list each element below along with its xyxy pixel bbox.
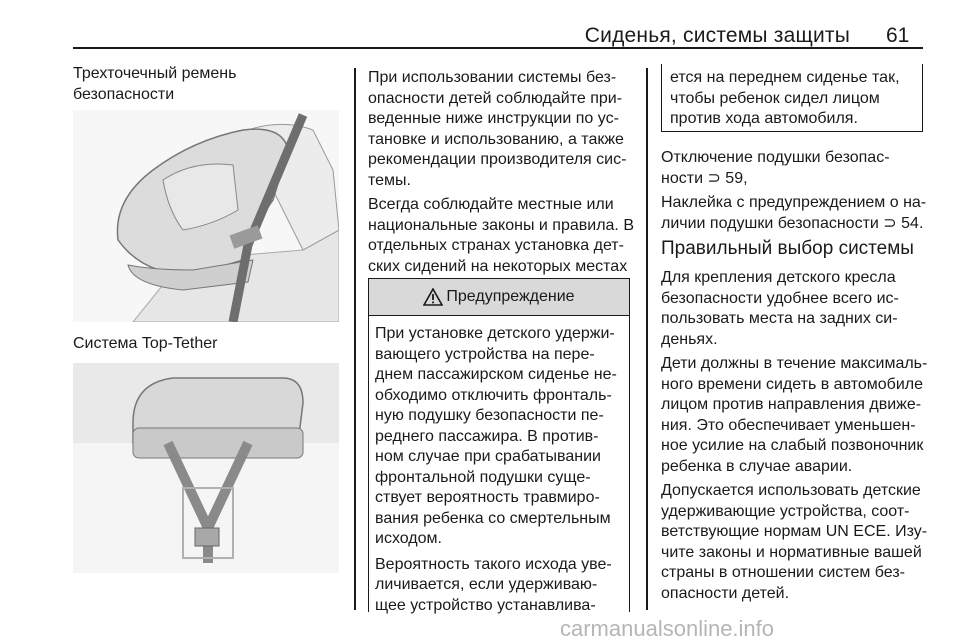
- section-heading: Правильный выбор системы: [661, 238, 914, 259]
- paragraph-airbag-label: [661, 193, 931, 234]
- warning-box: [368, 278, 630, 612]
- text-line: опасности детей.: [661, 584, 790, 602]
- text-line: ветствующие нормам UN ECE. Изу-: [661, 523, 928, 540]
- text-line: ную подушку безопасности пе-: [375, 407, 604, 424]
- text-line: исходом.: [375, 530, 442, 547]
- column-1: [73, 64, 343, 105]
- text-line: отдельных странах установка дет-: [368, 237, 624, 254]
- text-line: Вероятность такого исхода уве-: [375, 555, 612, 573]
- text-line: лицом против направления движе-: [661, 396, 922, 413]
- text-line: страны в отношении систем без-: [661, 564, 905, 581]
- paragraph-rear-seats: [661, 268, 931, 350]
- child-seat-drawing: [73, 110, 339, 322]
- text-line: личивается, если удерживаю-: [375, 576, 598, 593]
- text-line: темы.: [368, 171, 411, 189]
- subheading-line-2: безопасности: [73, 85, 175, 103]
- text-line: чите законы и нормативные вашей: [661, 543, 922, 561]
- text-line: национальные законы и правила. В: [368, 216, 634, 234]
- text-line: Дети должны в течение максималь-: [661, 355, 928, 372]
- top-tether-illustration: [73, 363, 339, 573]
- text-line: удерживающие устройства, соот-: [661, 502, 910, 520]
- paragraph-rear-facing: [661, 354, 931, 477]
- text-line: Допускается использовать детские: [661, 482, 921, 499]
- text-line: вания ребенка со смертельным: [375, 509, 611, 527]
- text-line: вающего устройства на пере-: [375, 345, 595, 363]
- child-seat-illustration: [73, 110, 339, 322]
- text-line: личии подушки безопасности ⊃ 54.: [661, 214, 924, 232]
- text-line: обходимо отключить фронталь-: [375, 386, 612, 404]
- text-line: деньях.: [661, 330, 718, 348]
- warning-paragraph-1: [375, 324, 623, 550]
- text-line: опасности детей соблюдайте при-: [368, 89, 623, 107]
- text-line: фронтальной подушки суще-: [375, 468, 591, 486]
- warning-continuation-box: [661, 64, 923, 132]
- text-line: днем пассажирском сиденье не-: [375, 366, 617, 383]
- text-line: тановке и использованию, а также: [368, 130, 624, 148]
- text-line: ских сидений на некоторых местах: [368, 257, 628, 275]
- text-line: ния. Это обеспечивает уменьшен-: [661, 416, 916, 434]
- text-line: против хода автомобиля.: [670, 110, 858, 127]
- warning-paragraph-2: [375, 555, 623, 617]
- text-line: ности ⊃ 59,: [661, 169, 748, 187]
- text-line: Наклейка с предупреждением о на-: [661, 194, 927, 211]
- page-number: 61: [886, 24, 910, 47]
- page-header-title: Сиденья, системы защиты: [584, 24, 850, 47]
- text-line: веденные ниже инструкции по ус-: [368, 110, 619, 127]
- subheading-line-1: Трехточечный ремень: [73, 65, 237, 82]
- caption-block: [73, 334, 343, 355]
- column-separator-1: [354, 68, 356, 610]
- text-line: чтобы ребенок сидел лицом: [670, 89, 880, 107]
- text-line: Всегда соблюдайте местные или: [368, 196, 614, 213]
- text-line: Отключение подушки безопас-: [661, 149, 890, 166]
- image-caption: Система Top-Tether: [73, 335, 218, 352]
- text-line: ного времени сидеть в автомобиле: [661, 375, 923, 393]
- text-line: При установке детского удержи-: [375, 325, 615, 342]
- text-line: реднего пассажира. В против-: [375, 427, 599, 445]
- warning-title: Предупреждение: [446, 288, 575, 305]
- watermark: carmanualsonline.info: [560, 616, 775, 641]
- text-line: щее устройство устанавлива-: [375, 596, 596, 614]
- paragraph-airbag-off: [661, 148, 931, 189]
- text-line: ное усилие на слабый позвоночник: [661, 437, 924, 454]
- paragraph-instructions: [368, 68, 638, 191]
- top-tether-drawing: [73, 363, 339, 573]
- text-line: ребенка в случае аварии.: [661, 457, 853, 475]
- text-line: безопасности удобнее всего ис-: [661, 289, 899, 307]
- column-separator-2: [646, 68, 648, 610]
- text-line: пользовать места на задних си-: [661, 310, 898, 327]
- column-2-text: [368, 68, 638, 302]
- header-rule: [73, 47, 923, 49]
- text-line: При использовании системы без-: [368, 69, 617, 86]
- text-line: Для крепления детского кресла: [661, 269, 896, 286]
- text-line: ном случае при срабатывании: [375, 448, 601, 465]
- text-line: ется на переднем сиденье так,: [670, 69, 900, 86]
- paragraph-un-ece: [661, 481, 931, 604]
- text-line: рекомендации производителя сис-: [368, 151, 627, 168]
- warning-body: [369, 316, 629, 616]
- warning-triangle-icon: [423, 288, 443, 306]
- text-line: ствует вероятность травмиро-: [375, 489, 600, 506]
- column-3-text: [661, 148, 931, 608]
- warning-header: [369, 279, 629, 316]
